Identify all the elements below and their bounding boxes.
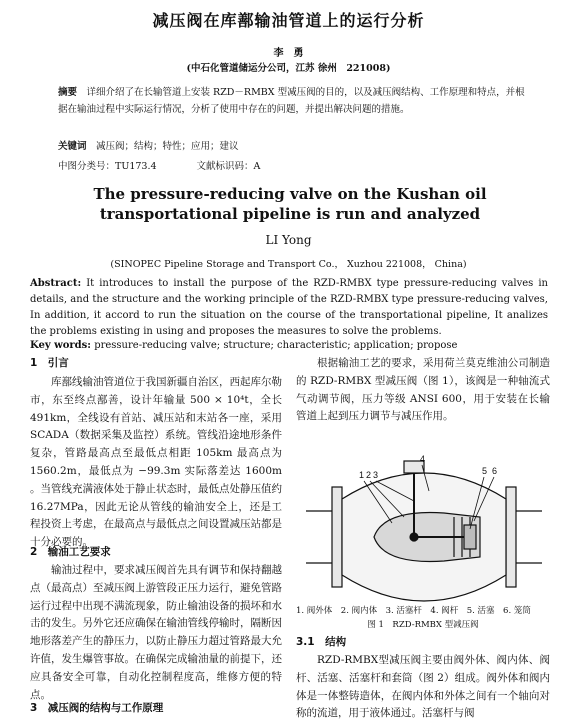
keywords-cn xyxy=(58,138,538,152)
classification-line xyxy=(58,158,538,172)
flange-right xyxy=(506,487,516,587)
section-1-heading: 1 引言 xyxy=(30,357,69,369)
abstract-en-text: It introduces to install the purpose of the RZD-RMBX type pressure-reducing valves in details, and the structure and the working principle of the RZD-RMBX type pressure-reducing valves, In addition, it accord to run the situation on the course of the transportational pipeline, It analizes the problems existing in using and proposes the measures to solve the problems. xyxy=(30,278,549,337)
abstract-cn-label: 摘要 xyxy=(58,87,78,98)
section-3-heading: 3 减压阀的结构与工作原理 xyxy=(30,702,164,714)
abstract-cn xyxy=(58,84,528,118)
author-en: LI Yong xyxy=(265,233,312,247)
valve-figure xyxy=(304,451,544,611)
callout-3: 3 xyxy=(373,470,379,480)
keywords-en-label: Key words: xyxy=(30,340,91,351)
flange-left xyxy=(332,487,342,587)
affiliation-cn: (中石化管道储运分公司，江苏 徐州 221008) xyxy=(186,63,391,74)
callout-1: 1 xyxy=(359,470,365,480)
abstract-cn-text: 详细介绍了在长输管道上安装 RZD－RMBX 型减压阀的目的，以及减压阀结构、工作原理和特点，并根据在输油过程中实际运行情况，分析了使用中存在的问题，并提出解决问题的措施。 xyxy=(58,87,525,115)
paper-title-en: The pressure-reducing valve on the Kushan oil transportational pipeline is run and analyzed xyxy=(93,185,487,223)
section-2-heading: 2 输油工艺要求 xyxy=(30,546,111,558)
keywords-cn-label: 关键词 xyxy=(58,141,87,152)
keywords-en xyxy=(30,340,548,351)
section-1-paragraph: 库鄯线输油管道位于我国新疆自治区，西起库尔勒市，东至终点鄯善，设计年输量 500 × 10⁴t，全长 491km，全线设有首站、减压站和末站各一座，采用 SCADA（数据采集及监控）系统。管线沿途地形条件复杂，管路最高点至最低点相距 105km 最高点为 1560.2m，最低点为 −99.3m 实际落差达 1600m 。当管线充满液体处于静止状态时，最低点处静压值约 16.27MPa，因此无论从管线的输油安全上，还是工程投资上考虑，在最高点与最低点之间设置减压站都是十分必要的。 xyxy=(30,376,282,549)
callout-4: 4 xyxy=(420,454,426,464)
affiliation-en: (SINOPEC Pipeline Storage and Transport Co.， Xuzhou 221008， China) xyxy=(110,259,467,270)
keywords-cn-text: 减压阀；结构；特性；应用；建议 xyxy=(96,141,239,152)
section-2-paragraph: 输油过程中，要求减压阀首先具有调节和保持翻越点（最高点）至减压阀上游管段正压力运行，避免管路运行过程中出现不满流现象，防止输油设备的损坏和水击的发生。另外它还应确保在输油管线停输时，隔断因地形落差产生的静压力，以防止静压力超过管路最大允许值，发生爆管事故。在确保完成输油量的前提下，还应具备安全可靠，自动化控制程度高，维修方便的特点。 xyxy=(30,564,282,701)
paper-title-cn: 减压阀在库鄯输油管道上的运行分析 xyxy=(152,11,425,30)
section-3-1-paragraph: RZD-RMBX型减压阀主要由阀外体、阀内体、阀杆、活塞、活塞杆和套筒（图 2）组成。阀外体和阀内体是一体整铸造体，在阀内体和外体之间有一个轴向对称的流道，用于液体通过。活塞杆与阀 xyxy=(296,654,550,720)
pivot xyxy=(410,533,418,541)
keywords-en-text: pressure-reducing valve; structure; characteristic; application; propose xyxy=(94,340,458,351)
abstract-en-label: Abstract: xyxy=(30,278,82,289)
author-cn: 李 勇 xyxy=(273,48,304,59)
callout-5: 5 xyxy=(482,466,488,476)
figure-legend: 1. 阀外体 2. 阀内体 3. 活塞杆 4. 阀杆 5. 活塞 6. 笼筒 xyxy=(296,606,531,616)
section-3-1-heading: 3.1 结构 xyxy=(296,636,347,648)
intro-right-paragraph: 根据输油工艺的要求，采用荷兰莫克维油公司制造的 RZD-RMBX 型减压阀（图 1），该阀是一种轴流式气动调节阀，压力等级 ANSI 600，用于安装在长输管道上起到压力调节与减压作用。 xyxy=(296,357,550,423)
clc-number: 中图分类号：TU173.4 xyxy=(58,161,157,172)
figure-caption: 图 1 RZD-RMBX 型减压阀 xyxy=(367,620,479,630)
abstract-en xyxy=(30,276,548,340)
document-code: 文献标识码：A xyxy=(196,161,261,172)
callout-2: 2 xyxy=(366,470,372,480)
callout-6: 6 xyxy=(492,466,498,476)
